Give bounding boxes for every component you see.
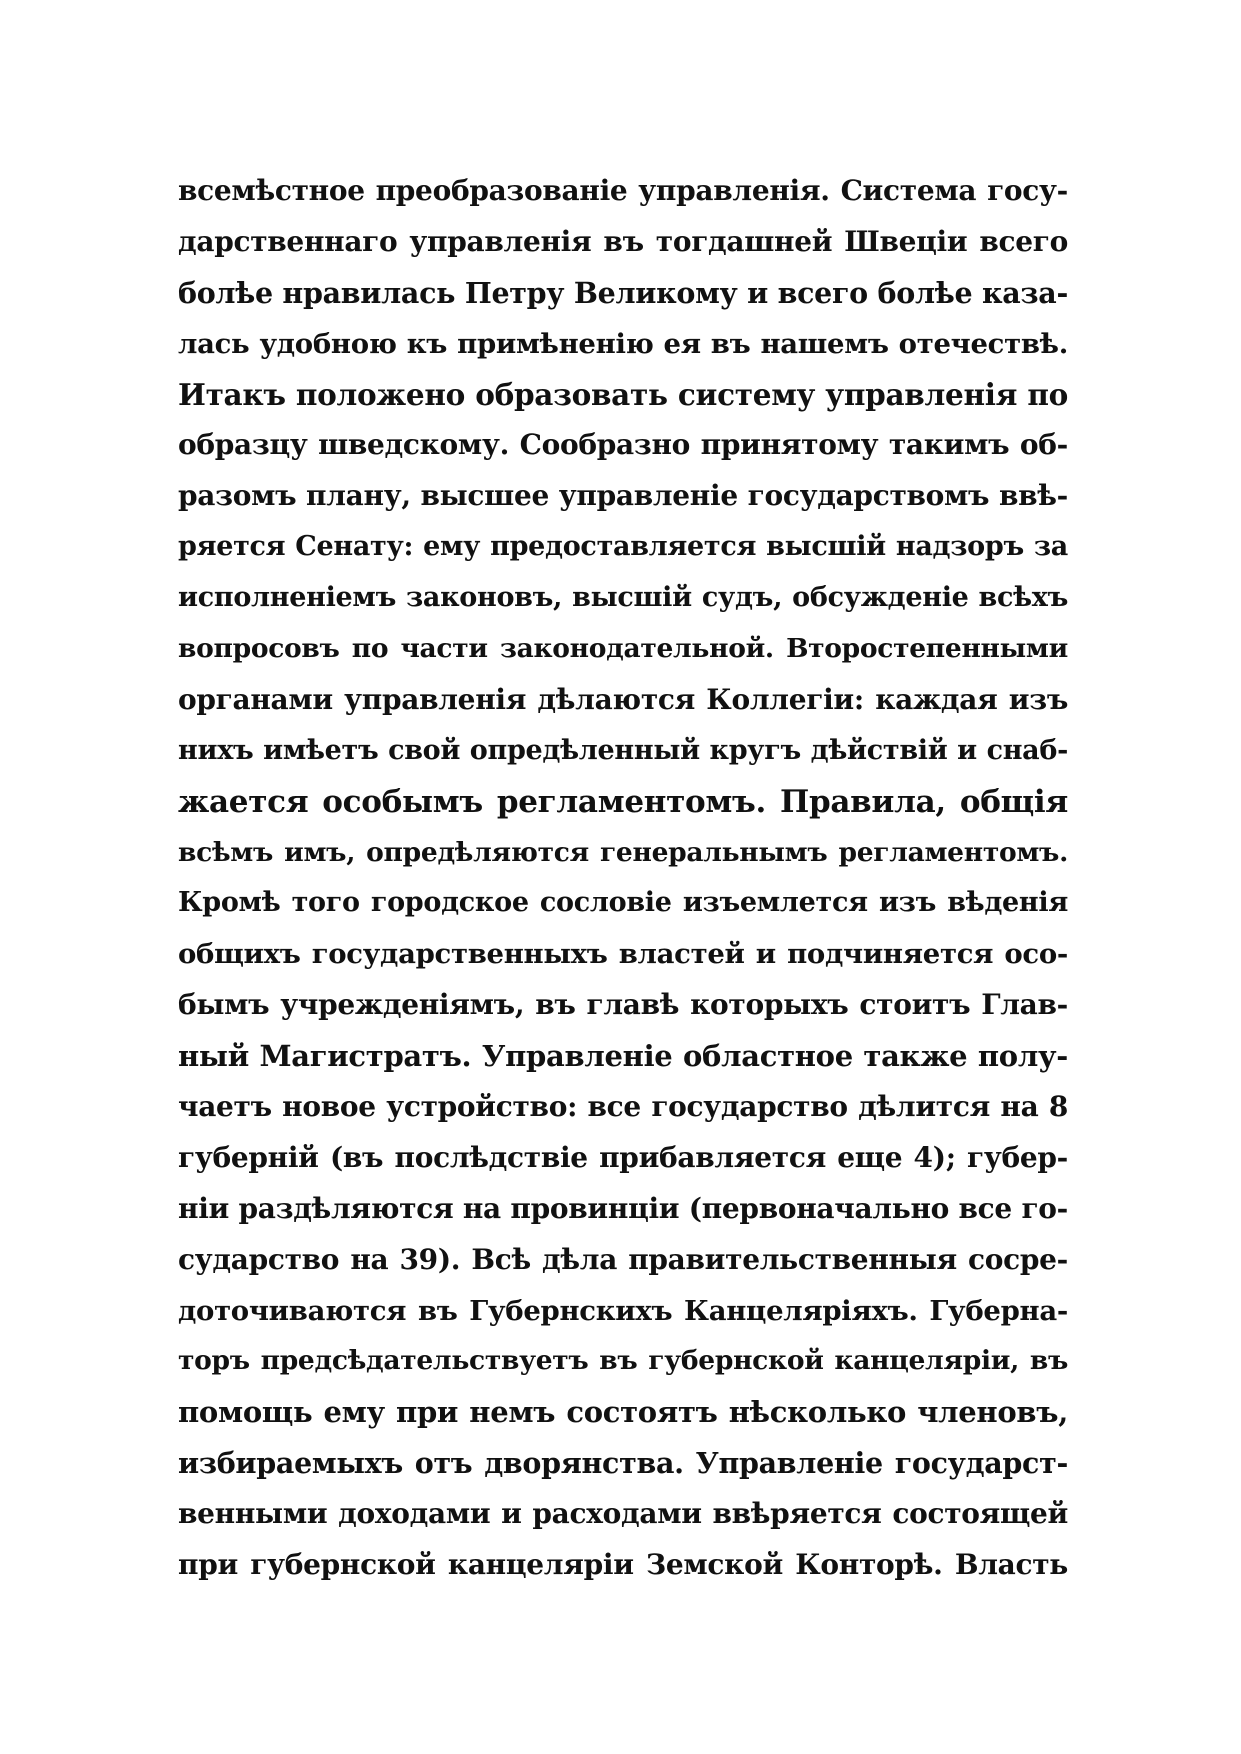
text-line: исполненіемъ законовъ, высшій судъ, обсужденіе всѣхъ xyxy=(178,582,1068,614)
text-line: торъ предсѣдательствуетъ въ губернской канцеляріи, въ xyxy=(178,1345,1068,1377)
text-line: ный Магистратъ. Управленіе областное также полу- xyxy=(178,1039,1068,1074)
text-line: разомъ плану, высшее управленіе государствомъ ввѣ- xyxy=(178,479,1068,513)
text-line: нихъ имѣетъ свой опредѣленный кругъ дѣйствій и снаб- xyxy=(178,734,1068,766)
text-line: образцу шведскому. Сообразно принятому такимъ об- xyxy=(178,428,1068,462)
text-line: всѣмъ имъ, опредѣляются генеральнымъ регламентомъ. xyxy=(178,836,1068,868)
text-line: бымъ учрежденіямъ, въ главѣ которыхъ стоитъ Глав- xyxy=(178,988,1068,1022)
text-line: вопросовъ по части законодательной. Второстепенными xyxy=(178,633,1068,665)
text-line: лась удобною къ примѣненію ея въ нашемъ отечествѣ. xyxy=(178,327,1068,360)
text-line: жается особымъ регламентомъ. Правила, общія xyxy=(178,783,1068,820)
text-line: чаетъ новое устройство: все государство дѣлится на 8 xyxy=(178,1090,1068,1124)
text-line: болѣе нравилась Петру Великому и всего болѣе каза- xyxy=(178,275,1068,310)
text-line: ніи раздѣляются на провинціи (первоначально все го- xyxy=(178,1191,1068,1225)
text-line: дарственнаго управленія въ тогдашней Швеціи всего xyxy=(178,224,1068,258)
text-line: при губернской канцеляріи Земской Конторѣ. Власть xyxy=(178,1548,1068,1582)
text-line: венными доходами и расходами ввѣряется состоящей xyxy=(178,1497,1068,1531)
text-line: Итакъ положено образовать систему управленія по xyxy=(178,376,1068,412)
text-line: органами управленія дѣлаются Коллегіи: каждая изъ xyxy=(178,682,1068,716)
text-line: доточиваются въ Губернскихъ Канцеляріяхъ. Губерна- xyxy=(178,1294,1068,1327)
text-line: Кромѣ того городское сословіе изъемлется изъ вѣденія xyxy=(178,887,1068,919)
text-line: всемѣстное преобразованіе управленія. Система госу- xyxy=(178,174,1068,207)
text-line: избираемыхъ отъ дворянства. Управленіе государст- xyxy=(178,1446,1068,1481)
text-line: помощь ему при немъ состоятъ нѣсколько членовъ, xyxy=(178,1395,1068,1430)
text-line: губерній (въ послѣдствіе прибавляется еще 4); губер- xyxy=(178,1140,1068,1174)
body-text xyxy=(178,166,1068,1591)
text-line: ряется Сенату: ему предоставляется высшій надзоръ за xyxy=(178,531,1068,563)
text-line: общихъ государственныхъ властей и подчиняется осо- xyxy=(178,938,1068,971)
text-line: сударство на 39). Всѣ дѣла правительственныя сосре- xyxy=(178,1242,1068,1276)
